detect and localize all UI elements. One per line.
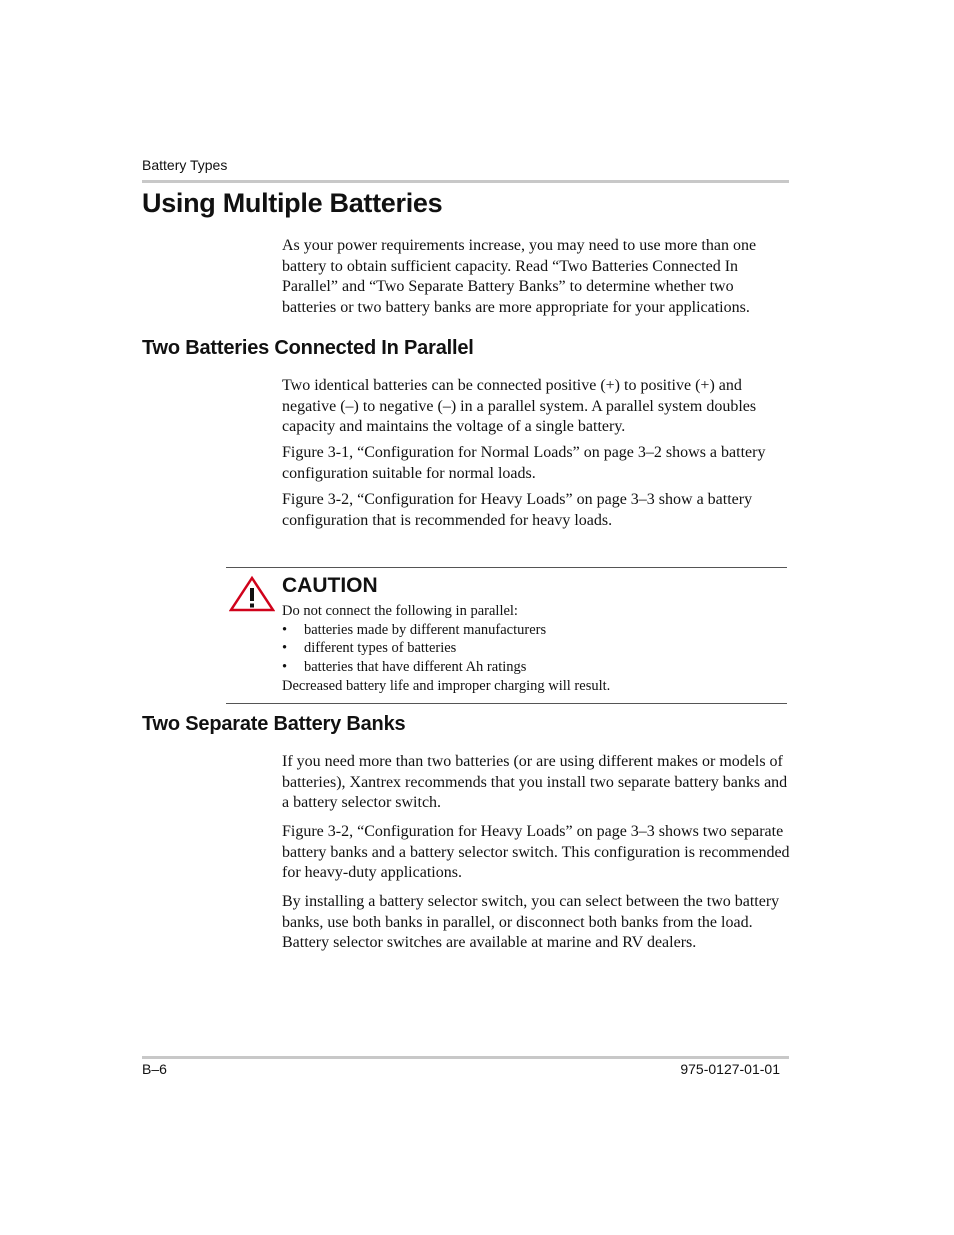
banks-paragraph-3: By installing a battery selector switch, you can select between the two battery banks, use both banks in parallel, or disconnect both banks from the load. Battery selector switches are available at marine and RV dealers. <box>282 893 780 951</box>
document-number: 975-0127-01-01 <box>680 1061 780 1077</box>
bullet: • <box>282 659 288 676</box>
parallel-paragraph-1: Two identical batteries can be connected positive (+) to positive (+) and negative (–) to negative (–) in a parallel system. A parallel system doubles capacity and maintains the voltage of a single battery. <box>282 377 757 435</box>
section-heading-parallel: Two Batteries Connected In Parallel <box>142 337 474 359</box>
running-header: Battery Types <box>142 157 228 173</box>
bullet: • <box>282 640 288 657</box>
intro-paragraph: As your power requirements increase, you may need to use more than one battery to obtain sufficient capacity. Read “Two Batteries Connected In Parallel” and “Two Separate Battery Banks” to determine whether two batteries or two battery banks are more appropriate for your applications. <box>282 237 757 316</box>
caution-item-text: different types of batteries <box>304 640 457 657</box>
page-number: B–6 <box>142 1061 167 1077</box>
header-rule <box>142 180 789 183</box>
caution-list <box>282 621 782 677</box>
caution-item-text: batteries that have different Ah ratings <box>304 659 527 676</box>
caution-closing: Decreased battery life and improper charging will result. <box>282 677 611 694</box>
parallel-paragraph-2: Figure 3-1, “Configuration for Normal Loads” on page 3–2 shows a battery configuration suitable for normal loads. <box>282 444 766 482</box>
caution-item-text: batteries made by different manufacturers <box>304 621 547 638</box>
warning-triangle-icon <box>229 575 275 613</box>
caution-top-rule <box>226 567 787 568</box>
banks-paragraph-1: If you need more than two batteries (or are using different makes or models of batteries), Xantrex recommends that you install two separate battery banks and a battery selector switch. <box>282 753 788 811</box>
bullet: • <box>282 621 288 638</box>
caution-list-item <box>282 621 782 640</box>
section-heading-banks: Two Separate Battery Banks <box>142 713 406 735</box>
caution-bottom-rule <box>226 703 787 704</box>
footer-rule <box>142 1056 789 1059</box>
page-title: Using Multiple Batteries <box>142 188 443 218</box>
parallel-paragraph-3: Figure 3-2, “Configuration for Heavy Loads” on page 3–3 show a battery configuration that is recommended for heavy loads. <box>282 491 753 529</box>
caution-body <box>282 602 782 696</box>
banks-paragraph-2: Figure 3-2, “Configuration for Heavy Loads” on page 3–3 shows two separate battery banks and a battery selector switch. This configuration is recommended for heavy-duty applications. <box>282 823 790 881</box>
caution-title: CAUTION <box>282 574 378 597</box>
caution-lead: Do not connect the following in parallel: <box>282 603 518 619</box>
caution-list-item <box>282 658 782 677</box>
caution-list-item <box>282 639 782 658</box>
